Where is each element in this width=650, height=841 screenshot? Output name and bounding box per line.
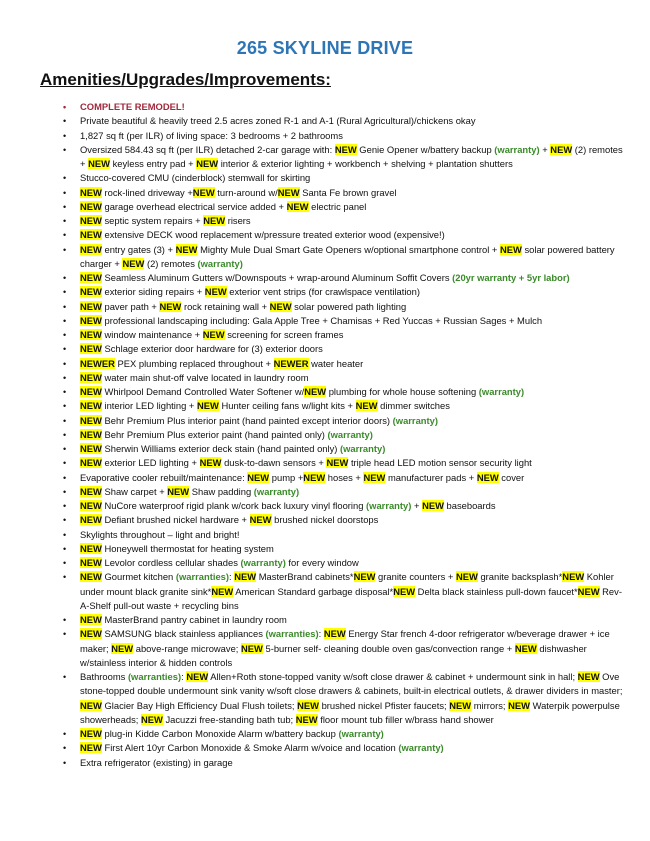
item-text: granite counters + <box>375 571 456 583</box>
new-highlight: NEW <box>80 229 102 241</box>
warranty-note: (warranty) <box>366 500 412 511</box>
list-item <box>63 741 623 755</box>
item-text: Waterpik powerpulse showerheads; <box>80 699 620 725</box>
bullet-icon: • <box>63 287 67 298</box>
warranty-note: (warranties) <box>265 628 319 640</box>
new-highlight: NEW <box>196 158 219 169</box>
page-title: 265 SKYLINE DRIVE <box>236 38 414 58</box>
bullet-icon: • <box>63 743 67 754</box>
item-text: Glacier Bay High Efficiency Dual Flush toilets; <box>101 699 298 711</box>
item-text: Allen+Roth stone-topped vanity w/soft close drawer & cabinet + undermount sink in hall; <box>208 671 578 682</box>
new-highlight: NEW <box>353 571 376 583</box>
bullet-icon: • <box>63 629 67 640</box>
item-text: Behr Premium Plus interior paint (hand painted except interior doors) <box>101 414 393 426</box>
item-text: (2) remotes <box>144 257 198 269</box>
new-highlight: NEW <box>80 542 102 554</box>
item-text: : <box>318 628 324 640</box>
new-highlight: NEW <box>186 671 209 682</box>
list-item <box>63 342 623 356</box>
item-text: + <box>539 143 551 155</box>
new-highlight: NEW <box>80 186 102 198</box>
new-highlight: NEW <box>140 713 163 725</box>
item-text: Energy Star french 4-door refrigerator w/beverage drawer + ice maker; <box>80 628 610 654</box>
bullet-icon: • <box>63 486 67 497</box>
item-text: paver path + <box>101 300 160 312</box>
item-text: interior & exterior lighting + workbench + shelving + plantation shutters <box>218 158 513 169</box>
new-highlight: NEW <box>122 257 145 269</box>
warranty-note: (warranty) <box>253 485 300 497</box>
item-text: Jacuzzi free-standing bath tub; <box>162 713 296 725</box>
item-text: exterior vent strips (for crawlspace ventilation) <box>226 286 420 298</box>
item-text: dimmer switches <box>377 400 450 412</box>
bullet-icon: • <box>63 429 67 440</box>
item-text: Evaporative cooler rebuilt/maintenance: <box>80 471 248 483</box>
item-text: Genie Opener w/battery backup <box>356 143 495 155</box>
bullet-icon: • <box>63 558 67 568</box>
item-text: 5-burner self- cleaning double oven gas/convection range + <box>262 642 515 654</box>
new-highlight: NEW <box>277 186 300 198</box>
item-text: risers <box>225 215 251 226</box>
new-highlight: NEW <box>80 343 102 355</box>
new-highlight: NEW <box>449 699 472 711</box>
new-highlight: NEW <box>455 571 478 583</box>
new-highlight: NEW <box>159 300 182 312</box>
bullet-icon: • <box>63 401 67 412</box>
new-highlight: NEW <box>80 215 102 226</box>
warranty-note: (warranty) <box>197 257 243 269</box>
bullet-icon: • <box>63 387 67 397</box>
new-highlight: NEW <box>192 186 215 198</box>
item-text: pump + <box>269 471 304 483</box>
item-text: garage overhead electrical service added + <box>101 200 287 212</box>
new-highlight: NEW <box>508 699 530 711</box>
new-highlight: NEW <box>211 585 234 597</box>
new-highlight: NEW <box>241 642 263 654</box>
bullet-icon: • <box>63 615 67 625</box>
item-text: entry gates (3) + <box>101 243 176 255</box>
item-text: 1,827 sq ft (per ILR) of living space: 3 bedrooms + 2 bathrooms <box>80 129 343 141</box>
new-highlight: NEW <box>80 571 102 583</box>
new-highlight: NEWER <box>273 357 309 369</box>
item-text: dishwasher w/stainless interior & hidden controls <box>80 642 587 668</box>
item-text: hoses + <box>325 471 364 483</box>
list-item <box>63 314 623 328</box>
list-item <box>63 670 623 727</box>
new-highlight: NEW <box>577 671 600 682</box>
list-item <box>63 627 623 670</box>
item-text: extensive DECK wood replacement w/pressure treated exterior wood (expensive!) <box>101 229 445 241</box>
item-text: solar powered path lighting <box>291 300 407 312</box>
new-highlight: NEW <box>393 585 416 597</box>
item-text: turn-around w/ <box>214 186 278 198</box>
new-highlight: NEW <box>80 514 102 526</box>
new-highlight: NEW <box>80 414 102 426</box>
item-text: exterior siding repairs + <box>101 286 205 298</box>
new-highlight: NEW <box>80 699 102 711</box>
new-highlight: NEW <box>269 300 292 312</box>
item-text: Bathrooms <box>80 671 128 682</box>
new-highlight: NEW <box>80 371 102 383</box>
list-item <box>63 143 623 172</box>
list-item <box>63 214 623 228</box>
item-text: Kohler under mount black granite sink* <box>80 571 614 597</box>
item-text: Seamless Aluminum Gutters w/Downspouts + wrap-around Aluminum Soffit Covers <box>101 272 453 283</box>
list-item <box>63 456 623 470</box>
warranty-note: (20yr warranty + 5yr labor) <box>452 272 570 283</box>
list-item <box>63 428 623 442</box>
item-text: Delta black stainless pull-down faucet* <box>415 585 578 597</box>
list-item <box>63 328 623 342</box>
item-text: baseboards <box>443 500 496 511</box>
bullet-icon: • <box>63 216 67 226</box>
new-highlight: NEW <box>286 200 309 212</box>
item-text: granite backsplash* <box>477 571 563 583</box>
new-highlight: NEW <box>297 699 319 711</box>
new-highlight: NEW <box>499 243 522 255</box>
list-item <box>63 499 623 513</box>
list-item <box>63 129 623 143</box>
item-text: COMPLETE REMODEL! <box>80 101 185 112</box>
list-item <box>63 399 623 413</box>
item-text: electric panel <box>308 200 367 212</box>
list-item <box>63 385 623 399</box>
item-text: Rev-A-Shelf pull-out waste + recycling bins <box>80 585 622 611</box>
list-item <box>63 556 623 570</box>
list-item <box>63 570 623 613</box>
bullet-icon: • <box>63 173 67 184</box>
new-highlight: NEW <box>295 713 318 725</box>
list-item <box>63 114 623 128</box>
bullet-icon: • <box>63 187 67 198</box>
new-highlight: NEW <box>202 329 225 340</box>
new-highlight: NEW <box>203 215 226 226</box>
list-item <box>63 243 623 272</box>
item-text: Sherwin Williams exterior deck stain (hand painted only) <box>101 443 340 454</box>
new-highlight: NEW <box>80 314 102 326</box>
warranty-note: (warranty) <box>478 386 525 397</box>
new-highlight: NEW <box>80 286 102 298</box>
new-highlight: NEW <box>80 614 102 625</box>
bullet-icon: • <box>63 515 67 526</box>
item-text: : <box>229 571 235 583</box>
item-text: Whirlpool Demand Controlled Water Softener w/ <box>101 386 305 397</box>
new-highlight: NEW <box>234 571 257 583</box>
bullet-icon: • <box>63 102 67 112</box>
bullet-icon: • <box>63 458 67 469</box>
item-text: Shaw carpet + <box>101 485 168 497</box>
item-text: above-range microwave; <box>133 642 242 654</box>
item-text: Extra refrigerator (existing) in garage <box>80 756 233 768</box>
new-highlight: NEW <box>303 471 326 483</box>
bullet-icon: • <box>63 672 67 682</box>
new-highlight: NEW <box>80 457 102 469</box>
new-highlight: NEW <box>514 642 537 654</box>
item-text: floor mount tub filler w/brass hand shower <box>317 713 494 725</box>
bullet-icon: • <box>63 358 67 369</box>
list-item <box>63 228 623 242</box>
new-highlight: NEW <box>196 400 219 412</box>
bullet-icon: • <box>63 130 67 141</box>
item-text: (2) remotes + <box>80 143 623 169</box>
list-item <box>63 542 623 556</box>
bullet-icon: • <box>63 315 67 326</box>
item-text: rock retaining wall + <box>181 300 270 312</box>
new-highlight: NEW <box>111 642 134 654</box>
item-text: water heater <box>308 357 364 369</box>
item-text: Gourmet kitchen <box>101 571 176 583</box>
item-text: Defiant brushed nickel hardware + <box>101 514 250 526</box>
warranty-note: (warranties) <box>175 571 230 583</box>
new-highlight: NEW <box>80 728 102 739</box>
list-item <box>63 528 623 542</box>
bullet-icon: • <box>63 444 67 454</box>
new-highlight: NEW <box>326 457 349 469</box>
amenities-list <box>63 100 623 770</box>
item-text: Stucco-covered CMU (cinderblock) stemwall for skirting <box>80 172 311 184</box>
new-highlight: NEW <box>355 400 378 412</box>
bullet-icon: • <box>63 529 67 540</box>
item-text: First Alert 10yr Carbon Monoxide & Smoke Alarm w/voice and location <box>101 742 399 754</box>
item-text: Skylights throughout – light and bright! <box>80 528 240 540</box>
new-highlight: NEW <box>80 443 102 454</box>
new-highlight: NEW <box>422 500 444 511</box>
list-item <box>63 414 623 428</box>
item-text: rock-lined driveway + <box>101 186 193 198</box>
list-item <box>63 186 623 200</box>
new-highlight: NEW <box>80 300 102 312</box>
bullet-icon: • <box>63 144 67 155</box>
item-text: screening for screen frames <box>224 329 344 340</box>
item-text: septic system repairs + <box>101 215 204 226</box>
item-text: water main shut-off valve located in laundry room <box>101 371 309 383</box>
item-text: Ove stone-topped double undermount sink vanity w/soft close drawers & cabinets, built-in electrical outlets, & drawer dividers in master; <box>80 671 623 697</box>
item-text: cover <box>498 471 525 483</box>
warranty-note: (warranty) <box>338 728 384 739</box>
item-text: Behr Premium Plus exterior paint (hand painted only) <box>101 428 328 440</box>
item-text: solar powered battery charger + <box>80 243 615 269</box>
new-highlight: NEW <box>304 386 327 397</box>
new-highlight: NEW <box>249 514 272 526</box>
list-item <box>63 200 623 214</box>
new-highlight: NEW <box>80 329 102 340</box>
list-item <box>63 727 623 741</box>
item-text: MasterBrand cabinets* <box>256 571 354 583</box>
new-highlight: NEW <box>80 428 102 440</box>
bullet-icon: • <box>63 344 67 355</box>
new-highlight: NEW <box>80 628 102 640</box>
new-highlight: NEW <box>88 158 110 169</box>
item-text: Hunter ceiling fans w/light kits + <box>218 400 356 412</box>
item-text: window maintenance + <box>101 329 203 340</box>
warranty-note: (warranty) <box>340 443 386 454</box>
item-text: NuCore waterproof rigid plank w/cork back luxury vinyl flooring <box>101 500 367 511</box>
item-text: exterior LED lighting + <box>101 457 200 469</box>
warranty-note: (warranty) <box>398 742 444 754</box>
bullet-icon: • <box>63 201 67 212</box>
bullet-icon: • <box>63 543 67 554</box>
bullet-icon: • <box>63 501 67 511</box>
new-highlight: NEW <box>80 742 102 754</box>
item-text: manufacturer pads + <box>385 471 477 483</box>
new-highlight: NEW <box>80 200 102 212</box>
item-text: for every window <box>285 557 359 568</box>
new-highlight: NEW <box>476 471 499 483</box>
item-text: Shaw padding <box>189 485 254 497</box>
new-highlight: NEW <box>334 143 357 155</box>
list-item <box>63 471 623 485</box>
section-heading: Amenities/Upgrades/Improvements: <box>40 70 331 89</box>
bullet-icon: • <box>63 230 67 241</box>
warranty-note: (warranty) <box>327 428 373 440</box>
item-text: brushed nickel doorstops <box>271 514 379 526</box>
new-highlight: NEW <box>247 471 270 483</box>
new-highlight: NEWER <box>80 357 115 369</box>
item-text: brushed nickel Pfister faucets; <box>318 699 450 711</box>
bullet-icon: • <box>63 330 67 340</box>
list-item <box>63 271 623 285</box>
bullet-icon: • <box>63 572 67 583</box>
bullet-icon: • <box>63 116 67 127</box>
item-text: plug-in Kidde Carbon Monoxide Alarm w/battery backup <box>101 728 339 739</box>
bullet-icon: • <box>63 415 67 426</box>
bullet-icon: • <box>63 757 67 768</box>
new-highlight: NEW <box>323 628 346 640</box>
item-text: Mighty Mule Dual Smart Gate Openers w/optional smartphone control + <box>197 243 500 255</box>
item-text: mirrors; <box>471 699 509 711</box>
new-highlight: NEW <box>80 557 102 568</box>
list-item <box>63 357 623 371</box>
list-item <box>63 442 623 456</box>
list-item <box>63 300 623 314</box>
item-text: dusk-to-dawn sensors + <box>221 457 327 469</box>
item-text: interior LED lighting + <box>101 400 197 412</box>
item-text: + <box>411 500 423 511</box>
list-item <box>63 613 623 627</box>
new-highlight: NEW <box>550 143 573 155</box>
new-highlight: NEW <box>363 471 386 483</box>
item-text: PEX plumbing replaced throughout + <box>114 357 274 369</box>
list-item <box>63 100 623 114</box>
bullet-icon: • <box>63 273 67 283</box>
list-item <box>63 285 623 299</box>
item-text: keyless entry pad + <box>109 158 197 169</box>
item-text: professional landscaping including: Gala Apple Tree + Chamisas + Red Yuccas + Russian Sages + Mulch <box>101 314 543 326</box>
item-text: plumbing for whole house softening <box>326 386 479 397</box>
bullet-icon: • <box>63 729 67 739</box>
bullet-icon: • <box>63 301 67 312</box>
new-highlight: NEW <box>80 500 102 511</box>
item-text: Oversized 584.43 sq ft (per ILR) detached 2-car garage with: <box>80 143 335 155</box>
new-highlight: NEW <box>577 585 600 597</box>
new-highlight: NEW <box>80 386 102 397</box>
new-highlight: NEW <box>80 243 102 255</box>
bullet-icon: • <box>63 472 67 483</box>
item-text: Levolor cordless cellular shades <box>101 557 241 568</box>
warranty-note: (warranties) <box>127 671 182 682</box>
item-text: triple head LED motion sensor security light <box>348 457 532 469</box>
new-highlight: NEW <box>204 286 227 298</box>
new-highlight: NEW <box>199 457 222 469</box>
item-text: MasterBrand pantry cabinet in laundry room <box>101 614 287 625</box>
new-highlight: NEW <box>80 400 102 412</box>
list-item <box>63 513 623 527</box>
item-text: Santa Fe brown gravel <box>299 186 397 198</box>
item-text: : <box>181 671 187 682</box>
new-highlight: NEW <box>562 571 585 583</box>
warranty-note: (warranty) <box>494 143 540 155</box>
new-highlight: NEW <box>80 272 102 283</box>
list-item <box>63 371 623 385</box>
warranty-note: (warranty) <box>392 414 438 426</box>
warranty-note: (warranty) <box>240 557 286 568</box>
item-text: Schlage exterior door hardware for (3) exterior doors <box>101 343 323 355</box>
item-text: SAMSUNG black stainless appliances <box>101 628 266 640</box>
list-item <box>63 756 623 770</box>
new-highlight: NEW <box>175 243 198 255</box>
list-item <box>63 171 623 185</box>
item-text: Private beautiful & heavily treed 2.5 acres zoned R-1 and A-1 (Rural Agricultural)/chickens okay <box>80 115 476 127</box>
item-text: Honeywell thermostat for heating system <box>101 542 274 554</box>
item-text: American Standard garbage disposal* <box>233 585 394 597</box>
list-item <box>63 485 623 499</box>
bullet-icon: • <box>63 244 67 255</box>
new-highlight: NEW <box>167 485 190 497</box>
new-highlight: NEW <box>80 485 102 497</box>
bullet-icon: • <box>63 372 67 383</box>
